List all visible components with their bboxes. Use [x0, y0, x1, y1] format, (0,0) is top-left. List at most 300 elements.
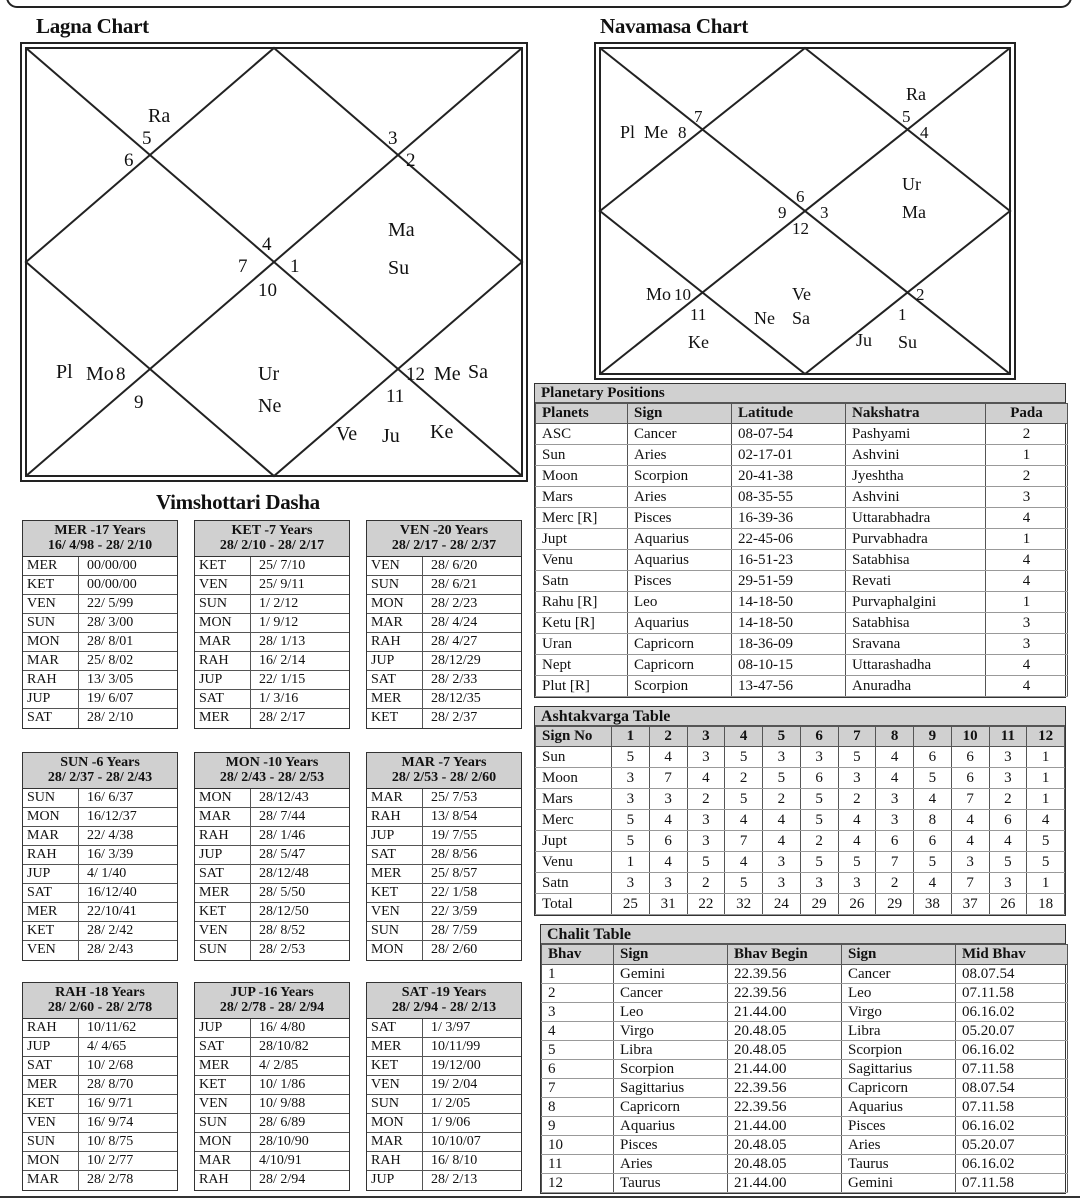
lagna-chart-label: 8 [116, 364, 126, 385]
dasha-block-header [195, 983, 349, 1019]
planetary-cell: Revati [846, 571, 986, 592]
ashtakvarga-cell: 3 [800, 873, 838, 894]
chalit-cell: 05.20.07 [956, 1022, 1068, 1041]
ashtakvarga-cell: 5 [725, 789, 763, 810]
ashtakvarga-cell: 5 [1027, 852, 1065, 873]
dasha-row [195, 614, 349, 633]
dasha-planet: MER [23, 557, 79, 575]
dasha-row [367, 941, 521, 960]
dasha-block-header [23, 983, 177, 1019]
dasha-planet: SUN [367, 576, 423, 594]
lagna-chart-label: 7 [238, 256, 248, 277]
dasha-row [23, 1095, 177, 1114]
dasha-planet: MER [367, 1038, 423, 1056]
navamsa-chart-label: Ur [902, 174, 921, 194]
ashtakvarga-cell: 2 [687, 873, 725, 894]
lagna-chart-label: 6 [124, 150, 134, 171]
chalit-cell: Gemini [842, 1174, 956, 1193]
planetary-cell: 4 [986, 571, 1068, 592]
chalit-cell: 3 [542, 1003, 614, 1022]
dasha-planet: MAR [23, 652, 79, 670]
planetary-cell: 18-36-09 [732, 634, 846, 655]
table-row [542, 1155, 1068, 1174]
chalit-cell: 08.07.54 [956, 965, 1068, 984]
dasha-block-header [367, 983, 521, 1019]
chalit-cell: Cancer [842, 965, 956, 984]
dasha-planet: VEN [195, 576, 251, 594]
dasha-period-range: 28/ 2/17 - 28/ 2/37 [391, 538, 497, 553]
ashtakvarga-cell: 6 [951, 768, 989, 789]
dasha-row [195, 865, 349, 884]
ashtakvarga-cell: 4 [989, 831, 1027, 852]
ashtakvarga-header-cell: 3 [687, 727, 725, 747]
dasha-row [367, 789, 521, 808]
dasha-date: 28/ 2/10 [87, 710, 134, 725]
dasha-block [194, 982, 350, 1191]
navamsa-chart-label: 6 [796, 187, 805, 206]
dasha-block [194, 752, 350, 961]
chalit-cell: 4 [542, 1022, 614, 1041]
dasha-date: 10/10/07 [431, 1134, 481, 1149]
lagna-chart-label: 12 [406, 364, 425, 385]
ashtakvarga-cell: 5 [612, 747, 650, 768]
dasha-date: 00/00/00 [87, 577, 137, 592]
planetary-header-cell: Planets [536, 404, 628, 424]
ashtakvarga-cell: 4 [914, 789, 952, 810]
planetary-cell: Sun [536, 445, 628, 466]
dasha-planet: MER [367, 865, 423, 883]
chalit-cell: Pisces [842, 1117, 956, 1136]
ashtakvarga-cell: 4 [763, 831, 801, 852]
chalit-cell: 20.48.05 [728, 1022, 842, 1041]
dasha-row [23, 1038, 177, 1057]
dasha-date: 28/ 2/33 [431, 672, 478, 687]
chalit-cell: Leo [614, 1003, 728, 1022]
dasha-row [23, 1133, 177, 1152]
table-row [536, 831, 1065, 852]
dasha-planet: MON [195, 1133, 251, 1151]
chalit-cell: 2 [542, 984, 614, 1003]
ashtakvarga-cell: 5 [612, 831, 650, 852]
planetary-cell: Satn [536, 571, 628, 592]
dasha-row [23, 884, 177, 903]
planetary-cell: 08-07-54 [732, 424, 846, 445]
table-row [536, 613, 1068, 634]
chalit-cell: 22.39.56 [728, 965, 842, 984]
dasha-date: 28/ 2/60 [431, 942, 478, 957]
dasha-date: 10/ 1/86 [259, 1077, 306, 1092]
dasha-planet: RAH [195, 827, 251, 845]
ashtakvarga-cell: 4 [876, 747, 914, 768]
ashtakvarga-cell: 5 [800, 810, 838, 831]
lagna-chart-label: 11 [386, 386, 405, 407]
dasha-block-header [23, 753, 177, 789]
dasha-row [367, 1095, 521, 1114]
ashtakvarga-cell: 4 [838, 810, 876, 831]
dasha-planet: JUP [195, 846, 251, 864]
planetary-header-cell: Sign [628, 404, 732, 424]
dasha-planet: MAR [195, 808, 251, 826]
planetary-cell: Uttarabhadra [846, 508, 986, 529]
navamsa-chart-label: Ke [688, 332, 709, 352]
ashtakvarga-cell: Mars [536, 789, 612, 810]
ashtakvarga-cell: 5 [687, 852, 725, 873]
lagna-chart-label: Ke [430, 421, 454, 443]
dasha-planet: KET [367, 709, 423, 728]
dasha-period-name: SUN -6 Years [60, 755, 140, 770]
ashtakvarga-cell: 8 [914, 810, 952, 831]
chalit-cell: 07.11.58 [956, 984, 1068, 1003]
dasha-row [23, 614, 177, 633]
ashtakvarga-cell: 3 [649, 789, 687, 810]
dasha-row [195, 1038, 349, 1057]
dasha-block [194, 520, 350, 729]
chalit-cell: Leo [842, 984, 956, 1003]
chalit-cell: 22.39.56 [728, 984, 842, 1003]
dasha-date: 28/ 3/00 [87, 615, 134, 630]
chalit-cell: Aquarius [842, 1098, 956, 1117]
dasha-row [367, 557, 521, 576]
ashtakvarga-cell: 4 [725, 810, 763, 831]
dasha-planet: MAR [367, 614, 423, 632]
dasha-block [22, 520, 178, 729]
planetary-cell: 08-35-55 [732, 487, 846, 508]
planetary-cell: 1 [986, 445, 1068, 466]
dasha-row [23, 1171, 177, 1190]
dasha-period-range: 28/ 2/60 - 28/ 2/78 [47, 1000, 153, 1015]
footer-rule [0, 1196, 1080, 1198]
chalit-cell: Taurus [614, 1174, 728, 1193]
dasha-row [23, 827, 177, 846]
dasha-date: 22/ 3/59 [431, 904, 478, 919]
dasha-planet: KET [367, 884, 423, 902]
chalit-cell: Capricorn [842, 1079, 956, 1098]
dasha-date: 10/ 8/75 [87, 1134, 134, 1149]
ashtakvarga-cell: 3 [687, 810, 725, 831]
ashtakvarga-cell: Jupt [536, 831, 612, 852]
chalit-cell: 08.07.54 [956, 1079, 1068, 1098]
ashtakvarga-cell: 5 [914, 852, 952, 873]
dasha-row [195, 941, 349, 960]
ashtakvarga-cell: 1 [1027, 789, 1065, 810]
planetary-cell: Satabhisa [846, 550, 986, 571]
chalit-cell: Gemini [614, 965, 728, 984]
chalit-header-cell: Bhav Begin [728, 945, 842, 965]
ashtakvarga-cell: 3 [649, 873, 687, 894]
planetary-cell: Pisces [628, 508, 732, 529]
chalit-cell: Virgo [842, 1003, 956, 1022]
table-row [536, 655, 1068, 676]
dasha-planet: SAT [23, 709, 79, 728]
dasha-row [195, 922, 349, 941]
dasha-row [23, 1152, 177, 1171]
dasha-planet: JUP [367, 1171, 423, 1190]
planetary-cell: 2 [986, 466, 1068, 487]
dasha-planet: JUP [367, 827, 423, 845]
chalit-cell: 6 [542, 1060, 614, 1079]
dasha-block [366, 982, 522, 1191]
table-row [536, 873, 1065, 894]
dasha-period-range: 28/ 2/78 - 28/ 2/94 [219, 1000, 325, 1015]
planetary-cell: 14-18-50 [732, 613, 846, 634]
ashtakvarga-cell: 38 [914, 894, 952, 915]
dasha-planet: SUN [367, 922, 423, 940]
planetary-cell: Capricorn [628, 655, 732, 676]
ashtakvarga-cell: Venu [536, 852, 612, 873]
dasha-planet: SAT [367, 1019, 423, 1037]
dasha-date: 16/12/40 [87, 885, 137, 900]
navamsa-chart-label: 3 [820, 203, 829, 222]
chalit-cell: Aries [614, 1155, 728, 1174]
ashtakvarga-cell: Moon [536, 768, 612, 789]
table-row [542, 1041, 1068, 1060]
ashtakvarga-cell: Merc [536, 810, 612, 831]
dasha-planet: JUP [23, 865, 79, 883]
chalit-cell: 21.44.00 [728, 1060, 842, 1079]
chalit-cell: 8 [542, 1098, 614, 1117]
chalit-cell: Sagittarius [614, 1079, 728, 1098]
dasha-planet: MAR [367, 789, 423, 807]
dasha-date: 16/ 8/10 [431, 1153, 478, 1168]
ashtakvarga-cell: 24 [763, 894, 801, 915]
chalit-cell: Sagittarius [842, 1060, 956, 1079]
dasha-row [367, 1171, 521, 1190]
ashtakvarga-cell: 7 [649, 768, 687, 789]
chalit-cell: 07.11.58 [956, 1098, 1068, 1117]
dasha-row [195, 1019, 349, 1038]
dasha-date: 16/12/37 [87, 809, 137, 824]
dasha-planet: SUN [23, 789, 79, 807]
dasha-planet: VEN [367, 903, 423, 921]
dasha-date: 4/10/91 [259, 1153, 302, 1168]
dasha-row [195, 1152, 349, 1171]
dasha-date: 28/ 2/13 [431, 1172, 478, 1187]
ashtakvarga-cell: 3 [876, 810, 914, 831]
lagna-chart-label: 10 [258, 280, 277, 301]
chalit-cell: Virgo [614, 1022, 728, 1041]
lagna-chart-label: 1 [290, 256, 300, 277]
dasha-row [195, 671, 349, 690]
planetary-cell: 3 [986, 613, 1068, 634]
dasha-row [367, 671, 521, 690]
ashtakvarga-cell: 6 [914, 747, 952, 768]
ashtakvarga-header-cell: 9 [914, 727, 952, 747]
dasha-period-name: RAH -18 Years [55, 985, 145, 1000]
dasha-row [23, 789, 177, 808]
ashtakvarga-header-cell: 12 [1027, 727, 1065, 747]
dasha-row [195, 808, 349, 827]
ashtakvarga-cell: 5 [989, 852, 1027, 873]
table-row [536, 676, 1068, 697]
ashtakvarga-cell: 3 [838, 873, 876, 894]
ashtakvarga-cell: 5 [914, 768, 952, 789]
ashtakvarga-cell: 29 [876, 894, 914, 915]
ashtakvarga-cell: 29 [800, 894, 838, 915]
navamsa-chart-label: 7 [694, 107, 703, 126]
dasha-date: 22/ 5/99 [87, 596, 134, 611]
dasha-row [367, 1076, 521, 1095]
navamsa-chart-label: Ne [754, 308, 775, 328]
dasha-block [22, 982, 178, 1191]
ashtakvarga-cell: Satn [536, 873, 612, 894]
chalit-cell: 06.16.02 [956, 1155, 1068, 1174]
lagna-chart [20, 42, 528, 482]
planetary-cell: Anuradha [846, 676, 986, 697]
table-row [536, 529, 1068, 550]
table-row [542, 965, 1068, 984]
planetary-cell: Aries [628, 445, 732, 466]
planetary-cell: 4 [986, 508, 1068, 529]
ashtakvarga-cell: 3 [612, 789, 650, 810]
table-row [542, 984, 1068, 1003]
ashtakvarga-header-cell: Sign No [536, 727, 612, 747]
dasha-row [367, 576, 521, 595]
chalit-cell: Capricorn [614, 1098, 728, 1117]
ashtakvarga-cell: 4 [838, 831, 876, 852]
dasha-date: 13/ 3/05 [87, 672, 134, 687]
ashtakvarga-cell: 3 [763, 873, 801, 894]
chalit-cell: Taurus [842, 1155, 956, 1174]
ashtakvarga-cell: 5 [800, 852, 838, 873]
dasha-planet: MER [23, 903, 79, 921]
ashtakvarga-header-cell: 8 [876, 727, 914, 747]
dasha-period-name: VEN -20 Years [399, 523, 489, 538]
chalit-header-cell: Bhav [542, 945, 614, 965]
ashtakvarga-cell: 2 [800, 831, 838, 852]
planetary-positions-title: Planetary Positions [535, 384, 1065, 403]
dasha-date: 25/ 9/11 [259, 577, 305, 592]
table-row [536, 424, 1068, 445]
dasha-row [23, 652, 177, 671]
planetary-header-cell: Nakshatra [846, 404, 986, 424]
ashtakvarga-cell: 5 [800, 789, 838, 810]
dasha-row [23, 633, 177, 652]
table-row [542, 1098, 1068, 1117]
planetary-cell: 16-39-36 [732, 508, 846, 529]
dasha-date: 00/00/00 [87, 558, 137, 573]
ashtakvarga-cell: 5 [1027, 831, 1065, 852]
ashtakvarga-cell: 31 [649, 894, 687, 915]
dasha-planet: MAR [23, 1171, 79, 1190]
dasha-planet: JUP [23, 690, 79, 708]
table-row [542, 1060, 1068, 1079]
chalit-cell: 20.48.05 [728, 1041, 842, 1060]
dasha-planet: VEN [23, 595, 79, 613]
dasha-date: 28/ 5/50 [259, 885, 306, 900]
table-row [536, 508, 1068, 529]
chalit-cell: 22.39.56 [728, 1079, 842, 1098]
dasha-planet: SUN [195, 595, 251, 613]
planetary-cell: ASC [536, 424, 628, 445]
ashtakvarga-cell: 3 [763, 747, 801, 768]
chalit-cell: Libra [614, 1041, 728, 1060]
ashtakvarga-header-cell: 5 [763, 727, 801, 747]
navamsa-chart-label: 5 [902, 107, 911, 126]
dasha-planet: MER [367, 690, 423, 708]
dasha-row [367, 614, 521, 633]
planetary-cell: Aquarius [628, 613, 732, 634]
lagna-chart-label: 2 [406, 150, 416, 171]
dasha-date: 28/12/48 [259, 866, 309, 881]
dasha-period-name: MON -10 Years [225, 755, 319, 770]
planetary-cell: 02-17-01 [732, 445, 846, 466]
navamsa-chart-label: 8 [678, 123, 687, 142]
planetary-cell: Capricorn [628, 634, 732, 655]
dasha-row [195, 633, 349, 652]
chalit-cell: 9 [542, 1117, 614, 1136]
dasha-period-name: KET -7 Years [231, 523, 313, 538]
dasha-date: 25/ 7/53 [431, 790, 478, 805]
ashtakvarga-cell: 2 [725, 768, 763, 789]
dasha-row [23, 1019, 177, 1038]
dasha-date: 19/ 6/07 [87, 691, 134, 706]
navamsa-chart [594, 42, 1016, 380]
ashtakvarga-cell: 18 [1027, 894, 1065, 915]
dasha-row [195, 827, 349, 846]
dasha-row [367, 865, 521, 884]
dasha-date: 4/ 4/65 [87, 1039, 127, 1054]
ashtakvarga-cell: 4 [725, 852, 763, 873]
ashtakvarga-cell: 4 [951, 810, 989, 831]
dasha-planet: KET [23, 1095, 79, 1113]
planetary-cell: Pashyami [846, 424, 986, 445]
ashtakvarga-header-cell: 2 [649, 727, 687, 747]
dasha-planet: SAT [195, 1038, 251, 1056]
lagna-chart-title: Lagna Chart [36, 14, 149, 38]
dasha-date: 1/ 9/06 [431, 1115, 471, 1130]
dasha-row [23, 595, 177, 614]
chalit-cell: 7 [542, 1079, 614, 1098]
dasha-planet: SAT [23, 1057, 79, 1075]
lagna-chart-label: Ma [388, 219, 415, 241]
chalit-header-cell: Mid Bhav [956, 945, 1068, 965]
dasha-planet: SAT [23, 884, 79, 902]
table-row [542, 1117, 1068, 1136]
dasha-date: 19/12/00 [431, 1058, 481, 1073]
ashtakvarga-cell: 1 [1027, 873, 1065, 894]
chalit-cell: 07.11.58 [956, 1174, 1068, 1193]
dasha-row [23, 865, 177, 884]
dasha-date: 10/11/62 [87, 1020, 137, 1035]
navamsa-chart-label: Ra [906, 84, 926, 104]
lagna-chart-label: Sa [468, 361, 488, 383]
dasha-row [195, 1076, 349, 1095]
chalit-cell: 10 [542, 1136, 614, 1155]
dasha-row [23, 576, 177, 595]
ashtakvarga-cell: 3 [800, 747, 838, 768]
dasha-row [367, 884, 521, 903]
dasha-planet: SUN [367, 1095, 423, 1113]
ashtakvarga-title: Ashtakvarga Table [535, 707, 1065, 726]
table-row [542, 1079, 1068, 1098]
dasha-planet: SUN [23, 614, 79, 632]
chalit-cell: Scorpion [842, 1041, 956, 1060]
dasha-date: 28/ 8/70 [87, 1077, 134, 1092]
dasha-planet: MON [367, 1114, 423, 1132]
dasha-date: 28/ 4/24 [431, 615, 478, 630]
ashtakvarga-cell: 5 [612, 810, 650, 831]
navamsa-chart-label: Ma [902, 202, 926, 222]
ashtakvarga-cell: 3 [687, 831, 725, 852]
dasha-row [195, 690, 349, 709]
dasha-row [367, 1114, 521, 1133]
dasha-date: 4/ 1/40 [87, 866, 127, 881]
dasha-date: 1/ 2/12 [259, 596, 299, 611]
ashtakvarga-cell: 4 [649, 810, 687, 831]
dasha-date: 28/ 8/56 [431, 847, 478, 862]
table-row [542, 1136, 1068, 1155]
dasha-date: 10/ 2/77 [87, 1153, 134, 1168]
